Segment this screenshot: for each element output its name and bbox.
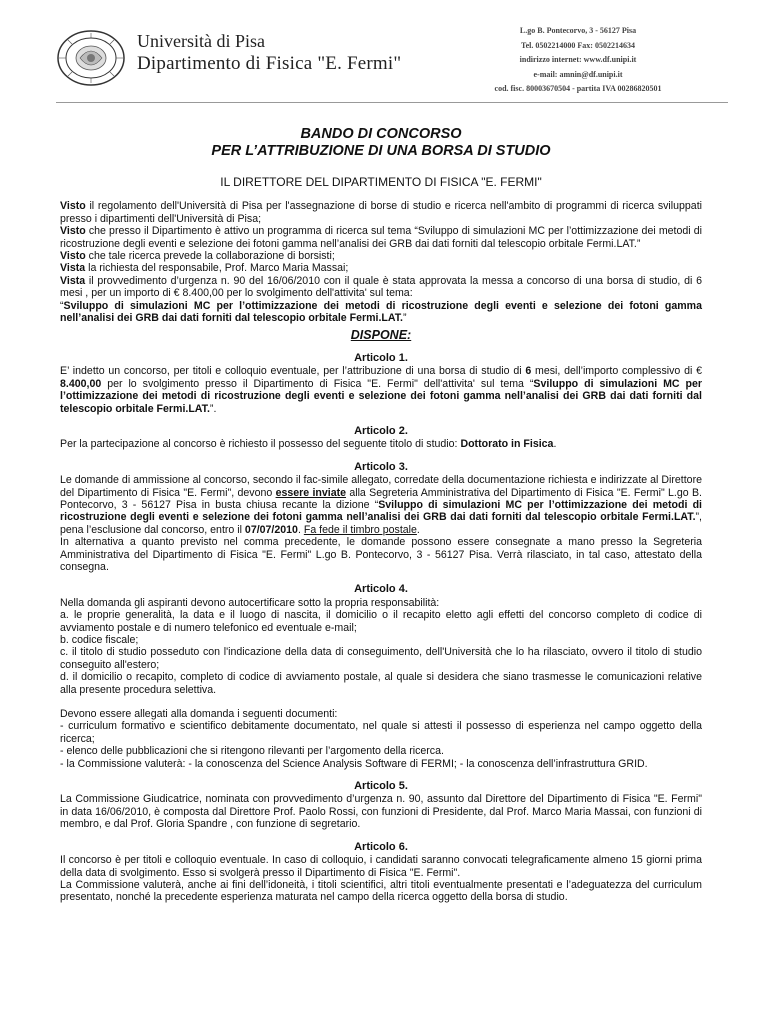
title-line-1: BANDO DI CONCORSO xyxy=(300,126,462,142)
article-4-docs-intro: Devono essere allegati alla domanda i seguenti documenti: xyxy=(60,708,338,721)
website-line: indirizzo internet: www.df.unipi.it xyxy=(519,55,637,65)
title-line-2: PER L’ATTRIBUZIONE DI UNA BORSA DI STUDIO xyxy=(211,143,551,159)
article-4-item-c: c. il titolo di studio posseduto con l'indicazione della data di conseguimento, dell'Università che lo ha rilasciato, ovvero il titolo di studio conseguito all'estero; xyxy=(60,646,702,671)
article-4-item-b: b. codice fiscale; xyxy=(60,634,139,646)
university-name: Università di Pisa xyxy=(137,31,265,51)
article-4-title: Articolo 4. xyxy=(354,583,408,596)
article-1-title: Articolo 1. xyxy=(354,351,408,364)
spacer xyxy=(60,696,702,708)
visto-paragraph: Visto che presso il Dipartimento è attivo un programma di ricerca sul tema “Sviluppo di simulazioni MC per l’ottimizzazione dei metodi di ricostruzione degli eventi e selezione dei fotoni gamma nell’analisi dei GRB dai dati forniti dal telescopio orbitale Fermi.LAT.” xyxy=(60,225,702,250)
visto-paragraph: Visto il regolamento dell'Università di Pisa per l'assegnazione di borse di studio e ricerca nell'ambito di programmi di ricerca sviluppati presso i dipartimenti dell'Università di Pisa; xyxy=(60,200,702,225)
phone-line: Tel. 0502214000 Fax: 0502214634 xyxy=(521,40,635,50)
preamble xyxy=(60,200,702,324)
vista-paragraph: Vista la richiesta del responsabile, Prof. Marco Maria Massai; xyxy=(60,262,349,275)
visto-paragraph: Visto che tale ricerca prevede la collaborazione di borsisti; xyxy=(60,250,335,263)
article-6-text-2: La Commissione valuterà, anche ai fini dell’idoneità, i titoli scientifici, altri titoli eventualmente presentati e l’adeguatezza del curriculum presentato, nonché la precedente esperienza maturata nel campo della ricerca oggetto della borsa di studio. xyxy=(60,878,702,904)
article-4-doc-3: - la Commissione valuterà: - la conoscenza del Science Analysis Software di FERMI; - la conoscenza dell’infrastruttura GRID. xyxy=(60,757,648,770)
article-4-doc-1: - curriculum formativo e scientifico debitamente documentato, nel quale si attesti il possesso di esperienza nel campo oggetto della ricerca; xyxy=(60,720,702,745)
research-topic: “Sviluppo di simulazioni MC per l’ottimizzazione dei metodi di ricostruzione degli eventi e selezione dei fotoni gamma nell’analisi dei GRB dai dati forniti dal telescopio orbitale Fermi.LAT.” xyxy=(60,299,702,325)
article-2-text: Per la partecipazione al concorso è richiesto il possesso del seguente titolo di studio: Dottorato in Fisica. xyxy=(60,438,557,451)
header-divider xyxy=(56,102,728,103)
article-6-text-1: Il concorso è per titoli e colloquio eventuale. In caso di colloquio, i candidati saranno convocati telegraficamente almeno 15 giorni prima della data di svolgimento. Esso si svolgerà presso il Dipartimento di Fisica "E. Fermi". xyxy=(60,854,702,879)
university-seal-logo xyxy=(56,30,126,86)
article-3-title: Articolo 3. xyxy=(354,460,408,473)
email-line: e-mail: amnin@df.unipi.it xyxy=(533,69,623,79)
vista-paragraph: Vista il provvedimento d’urgenza n. 90 del 16/06/2010 con il quale è stata approvata la messa a concorso di una borsa di studio, di 6 mesi , per un importo di € 8.400,00 per lo svolgimento dell'attivita' sul tema: xyxy=(60,274,702,300)
address-line: L.go B. Pontecorvo, 3 - 56127 Pisa xyxy=(519,26,637,35)
article-2-title: Articolo 2. xyxy=(354,424,408,437)
article-6-title: Articolo 6. xyxy=(354,840,408,853)
article-3-alternative: In alternativa a quanto previsto nel comma precedente, le domande possono essere consegnate a mano presso la Segreteria Amministrativa del Dipartimento di Fisica "E. Fermi" L.go B. Pontecorvo, 3 - 56127 Pisa. Verrà rilasciato, in tal caso, attestato della consegna. xyxy=(60,536,702,573)
document-body xyxy=(60,126,702,904)
article-4-intro: Nella domanda gli aspiranti devono autocertificare sotto la propria responsabilità: xyxy=(60,596,440,609)
article-5-title: Articolo 5. xyxy=(354,780,408,793)
article-4-item-a: a. le proprie generalità, la data e il luogo di nascita, il domicilio o il recapito eletto agli effetti del concorso completo di codice di avviamento postale e di numero telefonico ed eventuale e-mail; xyxy=(60,609,702,634)
article-4-doc-2: - elenco delle pubblicazioni che si ritengono rilevanti per l’argomento della ricerca. xyxy=(60,745,444,758)
director-heading: IL DIRETTORE DEL DIPARTIMENTO DI FISICA "E. FERMI" xyxy=(220,175,542,189)
address-block xyxy=(428,24,728,97)
department-name: Dipartimento di Fisica "E. Fermi" xyxy=(137,53,402,74)
dispone-heading: DISPONE: xyxy=(350,328,412,343)
article-5-text: La Commissione Giudicatrice, nominata con provvedimento d’urgenza n. 90, assunto dal Direttore del Dipartimento di Fisica "E. Fermi" in data 16/06/2010, è composta dal Direttore Prof. Paolo Rossi, con funzioni di Presidente, dal Prof. Marco Maria Massai, con funzioni di membro, e dal Prof. Gloria Spandre , con funzione di segretario. xyxy=(60,793,702,831)
tax-code-line: cod. fisc. 80003670504 - partita IVA 00286820501 xyxy=(494,84,662,94)
article-1-text: E’ indetto un concorso, per titoli e colloquio eventuale, per l’attribuzione di una borsa di studio di 6 mesi, dell’importo complessivo di € 8.400,00 per lo svolgimento presso il Dipartimento di Fisica "E. Fermi" dell'attivita' sul tema “Sviluppo di simulazioni MC per l’ottimizzazione dei metodi di ricostruzione degli eventi e selezione dei fotoni gamma nell’analisi dei GRB dai dati forniti dal telescopio orbitale Fermi.LAT.”. xyxy=(60,365,702,415)
article-3-text: Le domande di ammissione al concorso, secondo il fac-simile allegato, corredate della documentazione richiesta e indirizzate al Direttore del Dipartimento di Fisica "E. Fermi", devono essere inviate alla Segreteria Amministrativa del Dipartimento di Fisica "E. Fermi" L.go B. Pontecorvo, 3 - 56127 Pisa in busta chiusa recante la dizione “Sviluppo di simulazioni MC per l’ottimizzazione dei metodi di ricostruzione degli eventi e selezione dei fotoni gamma nell’analisi dei GRB dai dati forniti dal telescopio orbitale Fermi.LAT.”, pena l’esclusione dal concorso, entro il 07/07/2010. Fa fede il timbro postale. xyxy=(60,474,702,536)
article-4-item-d: d. il domicilio o recapito, completo di codice di avviamento postale, al quale si desidera che siano trasmesse le comunicazioni relative alla presente procedura selettiva. xyxy=(60,671,702,696)
